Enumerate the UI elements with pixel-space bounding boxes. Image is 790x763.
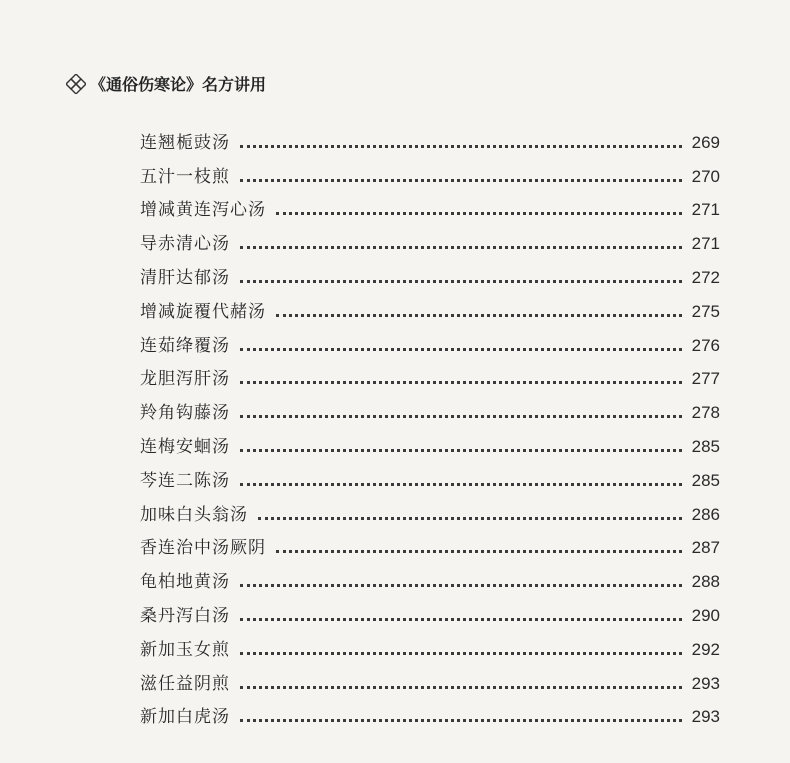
- toc-entry[interactable]: [140, 559, 720, 593]
- toc-entry-page: 293: [691, 707, 720, 727]
- toc-entry-title: 加味白头翁汤: [140, 504, 248, 525]
- toc-entry-title: 新加白虎汤: [140, 707, 230, 728]
- toc-entry-page: 292: [691, 639, 720, 659]
- toc-entry-page: 285: [691, 436, 720, 456]
- toc-entry-title: 清肝达郁汤: [140, 267, 230, 288]
- toc-entry[interactable]: [140, 289, 720, 323]
- toc-entry-title: 桑丹泻白汤: [140, 605, 230, 626]
- toc-entry[interactable]: [140, 424, 720, 458]
- dot-leader: [240, 246, 682, 249]
- dot-leader: [240, 348, 682, 351]
- dot-leader: [240, 686, 682, 689]
- dot-leader: [240, 584, 682, 587]
- dot-leader: [240, 652, 682, 655]
- toc-entry-title: 羚角钩藤汤: [140, 403, 230, 424]
- dot-leader: [240, 449, 682, 452]
- toc-entry-title: 龙胆泻肝汤: [140, 369, 230, 390]
- toc-entry[interactable]: [140, 255, 720, 289]
- toc-entry[interactable]: [140, 458, 720, 492]
- toc-entry-page: 272: [691, 267, 720, 287]
- toc-entry-page: 271: [691, 200, 720, 220]
- dot-leader: [276, 314, 682, 317]
- toc-entry[interactable]: [140, 695, 720, 729]
- book-title: 《通俗伤寒论》名方讲用: [90, 75, 267, 94]
- toc-entry-page: 288: [691, 572, 720, 592]
- dot-leader: [240, 381, 682, 384]
- toc-entry[interactable]: [140, 593, 720, 627]
- toc-entry-page: 278: [691, 403, 720, 423]
- toc-entry-page: 270: [691, 166, 720, 186]
- dot-leader: [240, 618, 682, 621]
- dot-leader: [240, 280, 682, 283]
- toc-entry-page: 293: [691, 673, 720, 693]
- toc-entry-page: 277: [691, 369, 720, 389]
- toc-entry-title: 增减旋覆代赭汤: [140, 301, 266, 322]
- toc-entry-page: 290: [691, 605, 720, 625]
- toc-entry[interactable]: [140, 120, 720, 154]
- ornament-icon: [66, 74, 86, 94]
- toc-entry[interactable]: [140, 526, 720, 560]
- toc-entry[interactable]: [140, 492, 720, 526]
- dot-leader: [276, 212, 682, 215]
- toc-entry[interactable]: [140, 661, 720, 695]
- toc-entry-title: 连茹绛覆汤: [140, 335, 230, 356]
- toc-entry-page: 271: [691, 234, 720, 254]
- dot-leader: [240, 179, 682, 182]
- table-of-contents: [140, 120, 720, 728]
- toc-entry[interactable]: [140, 323, 720, 357]
- dot-leader: [240, 145, 682, 148]
- toc-entry[interactable]: [140, 627, 720, 661]
- toc-entry-page: 275: [691, 301, 720, 321]
- toc-entry[interactable]: [140, 357, 720, 391]
- toc-entry-title: 香连治中汤厥阴: [140, 538, 266, 559]
- toc-entry-title: 连梅安蛔汤: [140, 436, 230, 457]
- toc-entry-title: 龟柏地黄汤: [140, 572, 230, 593]
- toc-entry-title: 滋任益阴煎: [140, 673, 230, 694]
- dot-leader: [276, 550, 682, 553]
- toc-entry-title: 芩连二陈汤: [140, 470, 230, 491]
- toc-entry-title: 增减黄连泻心汤: [140, 200, 266, 221]
- toc-entry-page: 276: [691, 335, 720, 355]
- dot-leader: [258, 517, 682, 520]
- toc-entry[interactable]: [140, 154, 720, 188]
- toc-entry-page: 269: [691, 132, 720, 152]
- dot-leader: [240, 719, 682, 722]
- toc-entry-page: 287: [691, 538, 720, 558]
- toc-entry[interactable]: [140, 188, 720, 222]
- toc-entry[interactable]: [140, 390, 720, 424]
- dot-leader: [240, 483, 682, 486]
- running-header: [66, 72, 266, 95]
- toc-entry-title: 导赤清心汤: [140, 234, 230, 255]
- toc-entry-page: 285: [691, 470, 720, 490]
- toc-entry-title: 新加玉女煎: [140, 639, 230, 660]
- dot-leader: [240, 415, 682, 418]
- toc-entry[interactable]: [140, 221, 720, 255]
- toc-entry-title: 五汁一枝煎: [140, 166, 230, 187]
- toc-entry-page: 286: [691, 504, 720, 524]
- toc-entry-title: 连翘栀豉汤: [140, 132, 230, 153]
